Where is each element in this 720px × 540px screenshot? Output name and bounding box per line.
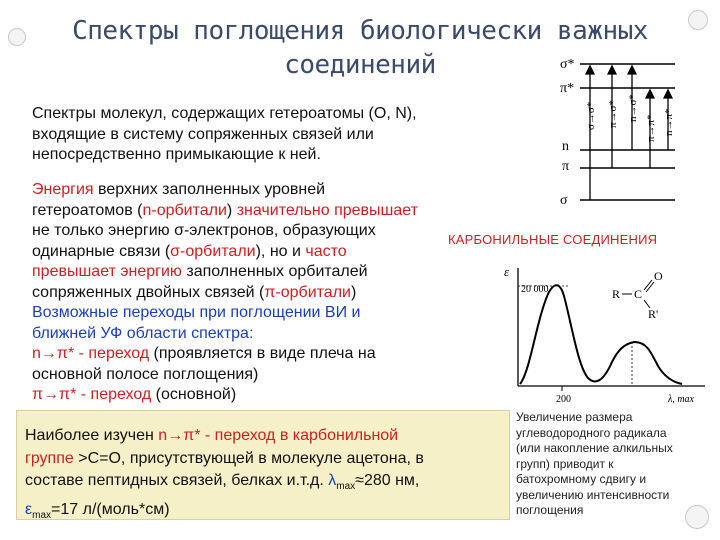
note-line: (или накопление алкильных <box>516 441 673 455</box>
decor-circle-bottom-right <box>685 505 709 529</box>
pi-label: π <box>562 159 570 174</box>
energy-text: (проявляется в виде плеча на <box>149 345 376 362</box>
note-line: углеводородного радикала <box>516 425 667 440</box>
title-line-2: соединений <box>284 50 436 80</box>
pi-orbital-term: π-орбитали <box>264 283 351 301</box>
intro-line-3: непосредственно примыкающие к ней. <box>32 146 321 163</box>
energy-text: ), но и <box>255 242 306 260</box>
intro-paragraph <box>32 104 502 166</box>
box-text: составе пептидных связей, белках и.т.д. <box>25 472 329 489</box>
energy-text: верхних заполненных уровней <box>93 181 326 198</box>
energy-line-10: основной полосе поглощения) <box>32 365 259 383</box>
n-pi-label: n→π* <box>663 108 675 136</box>
pi-pi-transition: π→π* - переход <box>32 386 152 403</box>
carbonyl-group: >C=O <box>78 449 121 467</box>
y-axis-label: ε <box>504 264 510 279</box>
formula-r: R <box>612 287 621 301</box>
energy-text: ) <box>226 201 237 219</box>
energy-paragraph <box>32 180 482 406</box>
formula-r2: R' <box>648 307 659 321</box>
energy-text: гетероатомов ( <box>32 201 143 219</box>
title-line-1: Спектры поглощения биологически важных <box>72 16 648 46</box>
decor-circle-top-left <box>8 28 26 46</box>
side-note <box>516 410 686 519</box>
spectrum-curve <box>520 285 682 384</box>
epsilon-value: =17 л/(моль*см) <box>51 500 170 518</box>
energy-text: заполненных орбиталей <box>181 263 368 280</box>
sigma-star-label: σ* <box>560 57 575 72</box>
pi-sigma-label: π→σ* <box>607 100 619 128</box>
x-tick-label: 200 <box>556 394 571 405</box>
energy-emphasis: превышает энергию <box>32 263 182 280</box>
formula-o: O <box>654 269 663 283</box>
energy-text: сопряженных двойных связей ( <box>32 283 265 301</box>
n-pi-transition: n→π* - переход <box>32 345 150 362</box>
x-axis-label: λ, max <box>668 394 694 405</box>
box-text: Наиболее изучен <box>25 427 159 444</box>
energy-word: Энергия <box>32 181 94 198</box>
energy-emphasis: часто <box>305 242 347 260</box>
note-line: поглощения <box>516 503 584 517</box>
note-line: увеличению интенсивности <box>516 487 670 502</box>
box-emphasis: группе <box>25 449 79 467</box>
energy-emphasis: значительно превышает <box>236 201 418 219</box>
note-line: батохромному сдвигу и <box>516 472 647 486</box>
intro-line-2: входящие в систему сопряженных связей или <box>32 125 374 143</box>
energy-text: ) <box>350 283 357 301</box>
sigma-label: σ <box>560 193 568 208</box>
note-line: Увеличение размера <box>516 410 633 424</box>
absorption-spectrum <box>500 262 710 407</box>
decor-circle-top-right <box>688 10 708 30</box>
formula-double-bond <box>646 282 654 292</box>
intro-line-1: Спектры молекул, содержащих гетероатомы (O, N), <box>32 105 417 122</box>
note-line: групп) приводит к <box>516 456 614 471</box>
energy-level-diagram <box>540 50 700 220</box>
box-text: , присутствующей в молекуле ацетона, в <box>120 449 424 467</box>
formula-double-bond <box>644 280 652 290</box>
epsilon-subscript: max <box>32 509 52 521</box>
highlight-box <box>16 410 510 520</box>
epsilon-symbol: ε <box>25 500 33 518</box>
pi-pi-label: π→π* <box>645 114 657 142</box>
energy-text: (основной) <box>151 386 237 403</box>
n-orbital-term: n-орбитали <box>142 201 227 219</box>
n-sigma-label: n→σ* <box>627 94 639 122</box>
carbonyl-heading: КАРБОНИЛЬНЫЕ СОЕДИНЕНИЯ <box>448 232 658 247</box>
energy-line-3: не только энергию σ-электронов, образующих <box>32 222 376 239</box>
box-emphasis: n→π* - переход в карбонильной <box>158 427 399 444</box>
energy-text: одинарные связи ( <box>32 242 171 260</box>
transitions-heading-1: Возможные переходы при поглощении ВИ и <box>32 304 361 321</box>
lambda-value: ≈280 нм, <box>355 472 420 489</box>
y-tick-label: 20 000 <box>521 284 549 295</box>
carbonyl-formula <box>612 269 663 321</box>
lambda-symbol: λ <box>328 472 337 489</box>
transitions-heading-2: ближней УФ области спектра: <box>32 324 254 342</box>
formula-c: C <box>634 287 643 301</box>
lambda-subscript: max <box>336 481 356 493</box>
pi-star-label: π* <box>560 81 575 96</box>
transition-arrows <box>586 66 672 200</box>
sigma-orbital-term: σ-орбитали <box>170 242 256 260</box>
sigma-sigma-label: σ→σ* <box>585 101 597 130</box>
n-label: n <box>562 139 569 154</box>
